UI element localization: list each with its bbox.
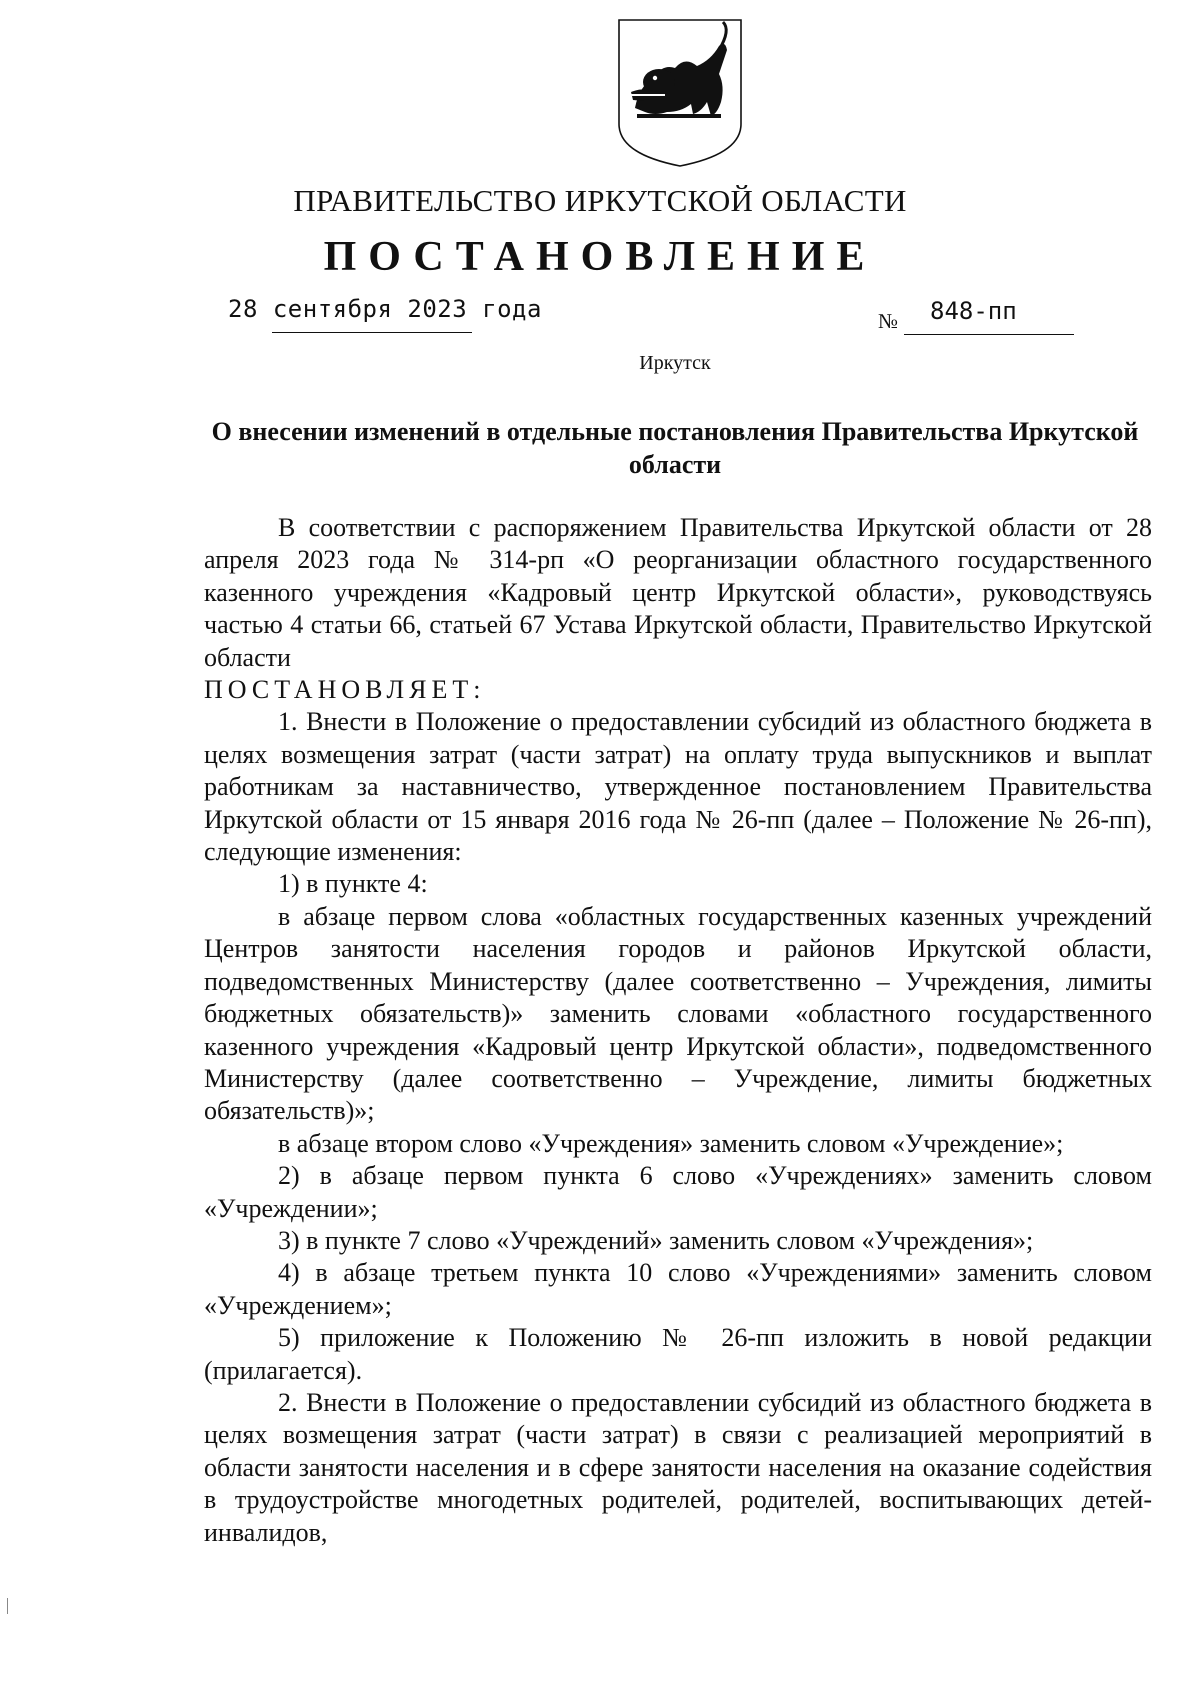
document-number: 848-пп — [930, 297, 1017, 325]
document-body — [204, 512, 1152, 1549]
document-title: О внесении изменений в отдельные постановления Правительства Иркутской области — [211, 417, 1139, 479]
scan-margin-mark — [7, 1598, 8, 1614]
paragraph-subitem-2: 2) в абзаце первом пункта 6 слово «Учреждениях» заменить словом «Учреждении»; — [204, 1161, 1152, 1223]
paragraph-preamble: В соответствии с распоряжением Правительства Иркутской области от 28 апреля 2023 года № 314-рп «О реорганизации областного государственного казенного учреждения «Кадровый центр Иркутской области», руководствуясь частью 4 статьи 66, статьей 67 Устава Иркутской области, Правительство Иркутской области — [204, 513, 1152, 672]
paragraph-subitem-1-b: в абзаце втором слово «Учреждения» заменить словом «Учреждение»; — [278, 1128, 1064, 1158]
paragraph-subitem-4: 4) в абзаце третьем пункта 10 слово «Учреждениями» заменить словом «Учреждением»; — [204, 1258, 1152, 1320]
government-name: ПРАВИТЕЛЬСТВО ИРКУТСКОЙ ОБЛАСТИ — [293, 183, 907, 218]
document-type: ПОСТАНОВЛЕНИЕ — [323, 234, 877, 280]
paragraph-subitem-1-a: в абзаце первом слова «областных государственных казенных учреждений Центров занятости населения городов и районов Иркутской области, подведомственных Министерству (далее соответственно – Учреждения, лимиты бюджетных обязательств)» заменить словами «областного государственного казенного учреждения «Кадровый центр Иркутской области», подведомственного Министерству (далее соответственно – Учреждение, лимиты бюджетных обязательств)»; — [204, 901, 1152, 1126]
document-date: 28 сентября 2023 года — [228, 295, 542, 323]
document-city: Иркутск — [639, 352, 711, 374]
number-underline — [904, 334, 1074, 335]
irkutsk-coat-of-arms-icon — [615, 16, 745, 169]
paragraph-item-2: 2. Внести в Положение о предоставлении субсидий из областного бюджета в целях возмещения затрат (части затрат) в связи с реализацией мероприятий в области занятости населения и в сфере занятости населения на оказание содействия в трудоустройстве многодетных родителей, родителей, воспитывающих детей-инвалидов, — [204, 1387, 1152, 1547]
paragraph-resolves: ПОСТАНОВЛЯЕТ: — [204, 675, 486, 705]
paragraph-item-1: 1. Внести в Положение о предоставлении субсидий из областного бюджета в целях возмещения затрат (части затрат) на оплату труда выпускников и выплат работникам за наставничество, утвержденное постановлением Правительства Иркутской области от 15 января 2016 года № 26-пп (далее – Положение № 26-пп), следующие изменения: — [204, 707, 1152, 867]
date-underline — [272, 332, 472, 333]
paragraph-subitem-1: 1) в пункте 4: — [278, 869, 428, 899]
paragraph-subitem-5: 5) приложение к Положению № 26-пп изложить в новой редакции (прилагается). — [204, 1323, 1152, 1385]
paragraph-subitem-3: 3) в пункте 7 слово «Учреждений» заменить словом «Учреждения»; — [278, 1225, 1034, 1255]
number-sign: № — [878, 309, 899, 333]
